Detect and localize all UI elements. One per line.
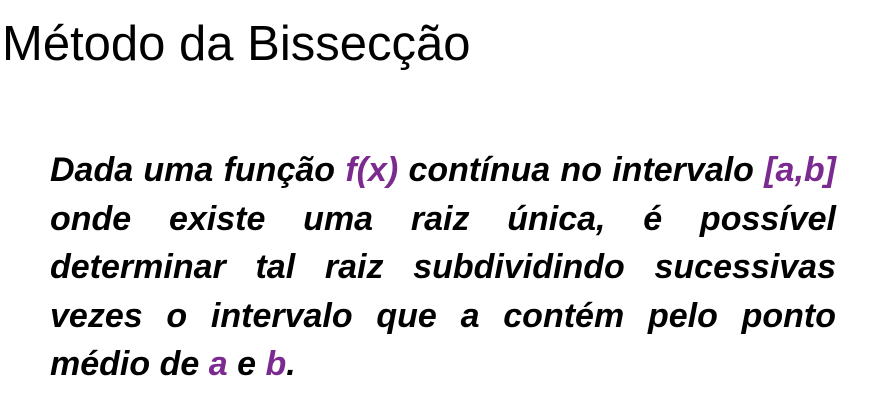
point-a-term: a — [208, 345, 228, 383]
point-b-term: b — [265, 345, 287, 383]
function-term: f(x) — [345, 151, 399, 189]
definition-paragraph — [50, 146, 836, 389]
paragraph-text-2: contínua no intervalo — [398, 151, 765, 189]
paragraph-text-3: onde existe uma raiz única, é possível determinar tal raiz subdividindo sucessivas vezes o intervalo que a contém pelo ponto médio de — [50, 199, 836, 383]
paragraph-text-4: e — [227, 345, 266, 383]
paragraph-text-1: Dada uma função — [50, 151, 346, 189]
slide-title: Método da Bissecção — [2, 17, 471, 71]
paragraph-text-5: . — [286, 345, 296, 383]
interval-term: [a,b] — [764, 151, 836, 189]
